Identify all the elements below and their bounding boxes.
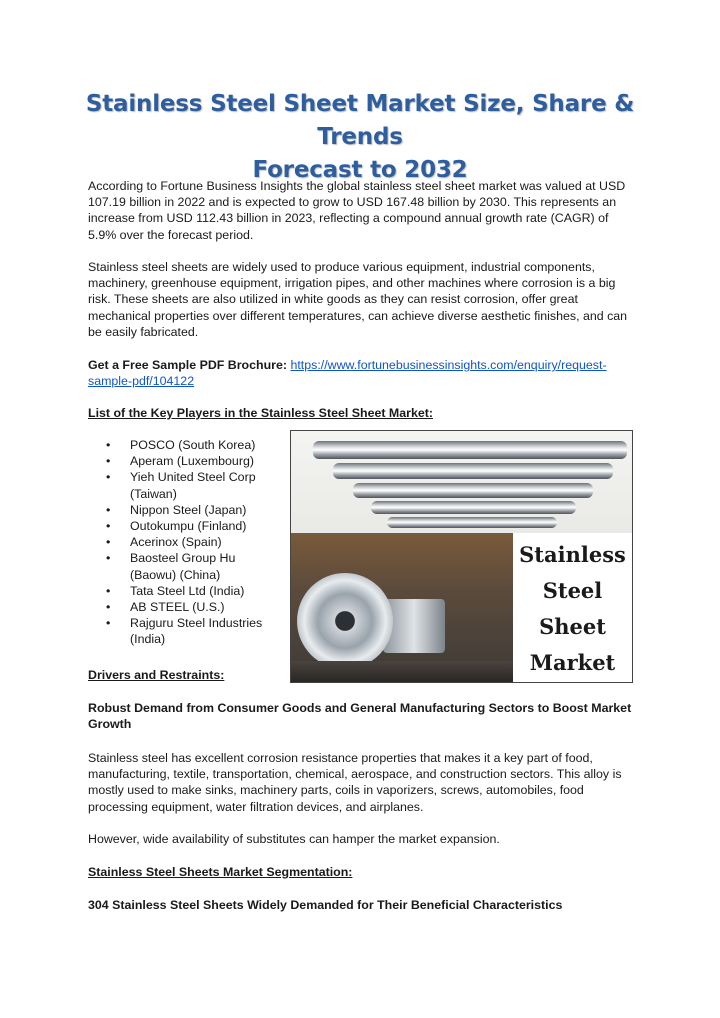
- list-item: • POSCO (South Korea): [104, 437, 274, 453]
- caption-line: Market: [529, 650, 616, 675]
- intro-paragraph: According to Fortune Business Insights the global stainless steel sheet market was valued at USD 107.19 billion in 2022 and is expected to grow to USD 167.48 billion by 2030. This represents an increase from USD 112.43 billion in 2023, reflecting a compound annual growth rate (CAGR) of 5.9% over the forecast period.: [88, 179, 626, 242]
- list-item: • Outokumpu (Finland): [104, 518, 274, 534]
- sample-brochure-line: [88, 357, 636, 389]
- list-item: • Baosteel Group Hu (Baowu) (China): [104, 550, 274, 582]
- uses-paragraph: Stainless steel sheets are widely used to produce various equipment, industrial components, machinery, greenhouse equipment, irrigation pipes, and other machines where corrosion is a big risk. These sheets are also utilized in white goods as they can resist corrosion, offer great mechanical properties over different temperatures, can achieve diverse aesthetic finishes, and can be easily fabricated.: [88, 260, 628, 339]
- segmentation-heading: Stainless Steel Sheets Market Segmentation:: [88, 865, 353, 879]
- drivers-subheading: Robust Demand from Consumer Goods and General Manufacturing Sectors to Boost Market Growth: [88, 701, 632, 732]
- list-item: • Aperam (Luxembourg): [104, 453, 274, 469]
- list-item: • Yieh United Steel Corp (Taiwan): [104, 469, 274, 501]
- sample-label: Get a Free Sample PDF Brochure:: [88, 358, 287, 372]
- list-item: • Acerinox (Spain): [104, 534, 274, 550]
- title-line-1: Stainless Steel Sheet Market Size, Share & Trends: [85, 91, 635, 150]
- restraint-paragraph: However, wide availability of substitutes can hamper the market expansion.: [88, 832, 500, 846]
- key-players-heading: List of the Key Players in the Stainless Steel Sheet Market:: [88, 406, 433, 420]
- caption-line: Stainless: [519, 542, 626, 567]
- steel-coil-image: [291, 533, 513, 682]
- image-caption: [513, 533, 632, 682]
- steel-pipes-image: [291, 431, 632, 532]
- list-item: • Tata Steel Ltd (India): [104, 583, 274, 599]
- segmentation-subheading: 304 Stainless Steel Sheets Widely Demanded for Their Beneficial Characteristics: [88, 898, 563, 912]
- sample-link[interactable]: https://www.fortunebusinessinsights.com/enquiry/request-sample-pdf/104122: [88, 358, 607, 389]
- list-item: • Nippon Steel (Japan): [104, 502, 274, 518]
- caption-line: Steel: [542, 578, 603, 603]
- list-item: • Rajguru Steel Industries (India): [104, 615, 274, 647]
- drivers-heading: Drivers and Restraints:: [88, 668, 225, 682]
- caption-line: Sheet: [539, 614, 606, 639]
- title-line-2: Forecast to 2032: [252, 157, 468, 183]
- market-illustration: [290, 430, 633, 683]
- list-item: • AB STEEL (U.S.): [104, 599, 274, 615]
- drivers-body: Stainless steel has excellent corrosion resistance properties that makes it a key part of food, manufacturing, textile, transportation, chemical, aerospace, and construction sectors. This alloy is mostly used to make sinks, machinery parts, coils in vaporizers, screws, automobiles, food processing equipment, water filtration devices, and airplanes.: [88, 751, 622, 814]
- key-players-list: [104, 437, 274, 648]
- page-title: [60, 88, 660, 187]
